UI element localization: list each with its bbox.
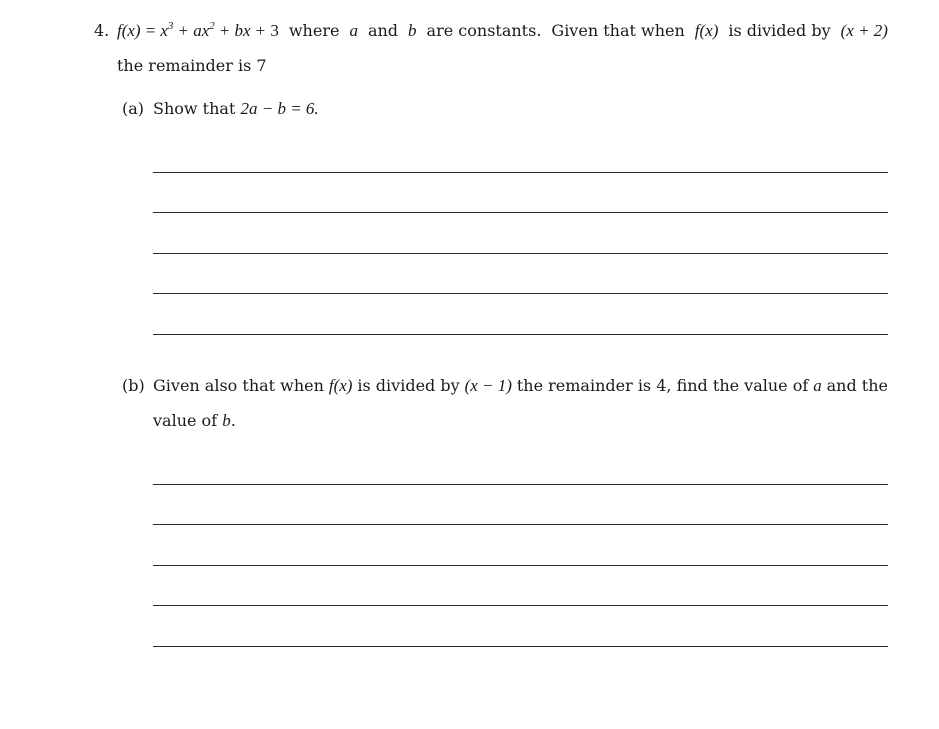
var-a: a <box>813 376 822 395</box>
period: . <box>230 411 236 430</box>
function-fx: f(x) <box>328 376 353 395</box>
plus-sign: + <box>219 21 230 40</box>
part-b-line-2 <box>153 411 236 431</box>
stem-are-constants: are constants. <box>426 21 542 40</box>
part-b-label: (b) <box>122 376 145 395</box>
part-b-remainder-text: the remainder is 4, find the value of <box>516 376 809 395</box>
stem-where: where <box>288 21 340 40</box>
part-b-given-also: Given also that when <box>153 376 324 395</box>
answer-line-b1[interactable] <box>153 484 888 485</box>
stem-equation <box>117 21 279 41</box>
equals-sign: = <box>145 21 156 40</box>
part-a-label: (a) <box>122 99 145 118</box>
divisor-x-plus-2: (x + 2) <box>840 21 888 40</box>
answer-line-a5[interactable] <box>153 334 888 335</box>
answer-line-a3[interactable] <box>153 253 888 254</box>
var-a: a <box>349 21 358 40</box>
answer-line-b3[interactable] <box>153 565 888 566</box>
answer-line-a1[interactable] <box>153 172 888 173</box>
stem-and: and <box>367 21 399 40</box>
term-ax-squared: $ax^2$ <box>193 20 215 40</box>
constant-three: 3 <box>270 21 279 40</box>
question-stem-line-2: the remainder is 7 <box>117 56 267 75</box>
divisor-x-minus-1: (x − 1) <box>464 376 512 395</box>
part-b-is-divided-by: is divided by <box>357 376 460 395</box>
answer-line-b2[interactable] <box>153 524 888 525</box>
answer-line-a4[interactable] <box>153 293 888 294</box>
answer-line-b5[interactable] <box>153 646 888 647</box>
function-fx: f(x) <box>117 21 141 40</box>
part-b-value-of: value of <box>153 411 218 430</box>
part-a-expression: 2a − b = 6. <box>240 99 319 118</box>
function-fx: f(x) <box>694 21 719 40</box>
plus-sign: + <box>255 21 266 40</box>
var-b: b <box>222 411 231 430</box>
part-b-line-1 <box>153 376 888 396</box>
answer-line-a2[interactable] <box>153 212 888 213</box>
part-a-text <box>153 99 319 119</box>
plus-sign: + <box>178 21 189 40</box>
term-x-cubed: $x^3$ <box>160 20 174 40</box>
question-number: 4. <box>94 21 110 40</box>
stem-given-that-when: Given that when <box>551 21 685 40</box>
answer-line-b4[interactable] <box>153 605 888 606</box>
stem-is-divided-by: is divided by <box>728 21 831 40</box>
term-bx: bx <box>234 21 251 40</box>
part-b-and-the: and the <box>826 376 888 395</box>
part-a-prefix: Show that <box>153 99 236 118</box>
var-b: b <box>408 21 417 40</box>
question-stem-line-1 <box>117 21 888 41</box>
